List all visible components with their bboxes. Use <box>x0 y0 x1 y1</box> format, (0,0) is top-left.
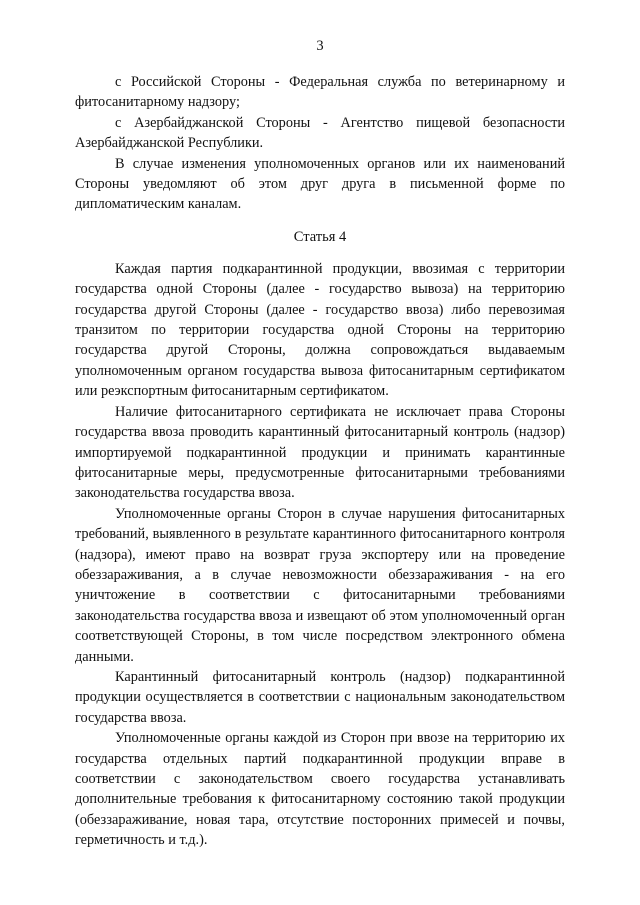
article-paragraph-2: Наличие фитосанитарного сертификата не исключает права Стороны государства ввоза проводить карантинный фитосанитарный контроль (надзор) импортируемой подкарантинной продукции и принимать карантинные фитосанитарные меры, предусмотренные фитосанитарными требованиями законодательства государства ввоза. <box>75 403 565 502</box>
paragraph-russian-authority: с Российской Стороны - Федеральная служба по ветеринарному и фитосанитарному надзору; <box>75 74 565 111</box>
article-paragraph-3: Уполномоченные органы Сторон в случае нарушения фитосанитарных требований, выявленного в результате карантинного фитосанитарного контроля (надзора), имеют право на возврат груза экспортеру или на проведение обеззараживания, а в случае невозможности обеззараживания - на его уничтожение в соответствии с фитосанитарными требованиями законодательства государства ввоза и извещают об этом уполномоченный орган соответствующей Стороны, в том числе посредством электронного обмена данными. <box>75 505 565 665</box>
paragraph-authority-change-notice: В случае изменения уполномоченных органов или их наименований Стороны уведомляют об этом друг друга в письменной форме по дипломатическим каналам. <box>75 155 565 213</box>
article-paragraph-4: Карантинный фитосанитарный контроль (надзор) подкарантинной продукции осуществляется в соответствии с национальным законодательством государства ввоза. <box>75 668 565 726</box>
article-paragraph-1: Каждая партия подкарантинной продукции, ввозимая с территории государства одной Стороны (далее - государство вывоза) на территорию государства другой Стороны (далее - государство ввоза) либо перевозимая транзитом по территории государства одной Стороны на территорию государства другой Стороны, должна сопровождаться выдаваемым уполномоченным органом государства вывоза фитосанитарным сертификатом или реэкспортным фитосанитарным сертификатом. <box>75 260 565 400</box>
document-page <box>75 36 565 851</box>
article-heading: Статья 4 <box>293 228 347 245</box>
paragraph-azerbaijani-authority: с Азербайджанской Стороны - Агентство пищевой безопасности Азербайджанской Республики. <box>75 114 565 152</box>
page-number: 3 <box>316 38 324 54</box>
article-paragraph-5: Уполномоченные органы каждой из Сторон при ввозе на территорию их государства отдельных партий подкарантинной продукции вправе в соответствии с законодательством своего государства устанавливать дополнительные требования к фитосанитарному состоянию такой продукции (обеззараживание, новая тара, отсутствие посторонних примесей и почвы, герметичность и т.д.). <box>75 730 565 849</box>
